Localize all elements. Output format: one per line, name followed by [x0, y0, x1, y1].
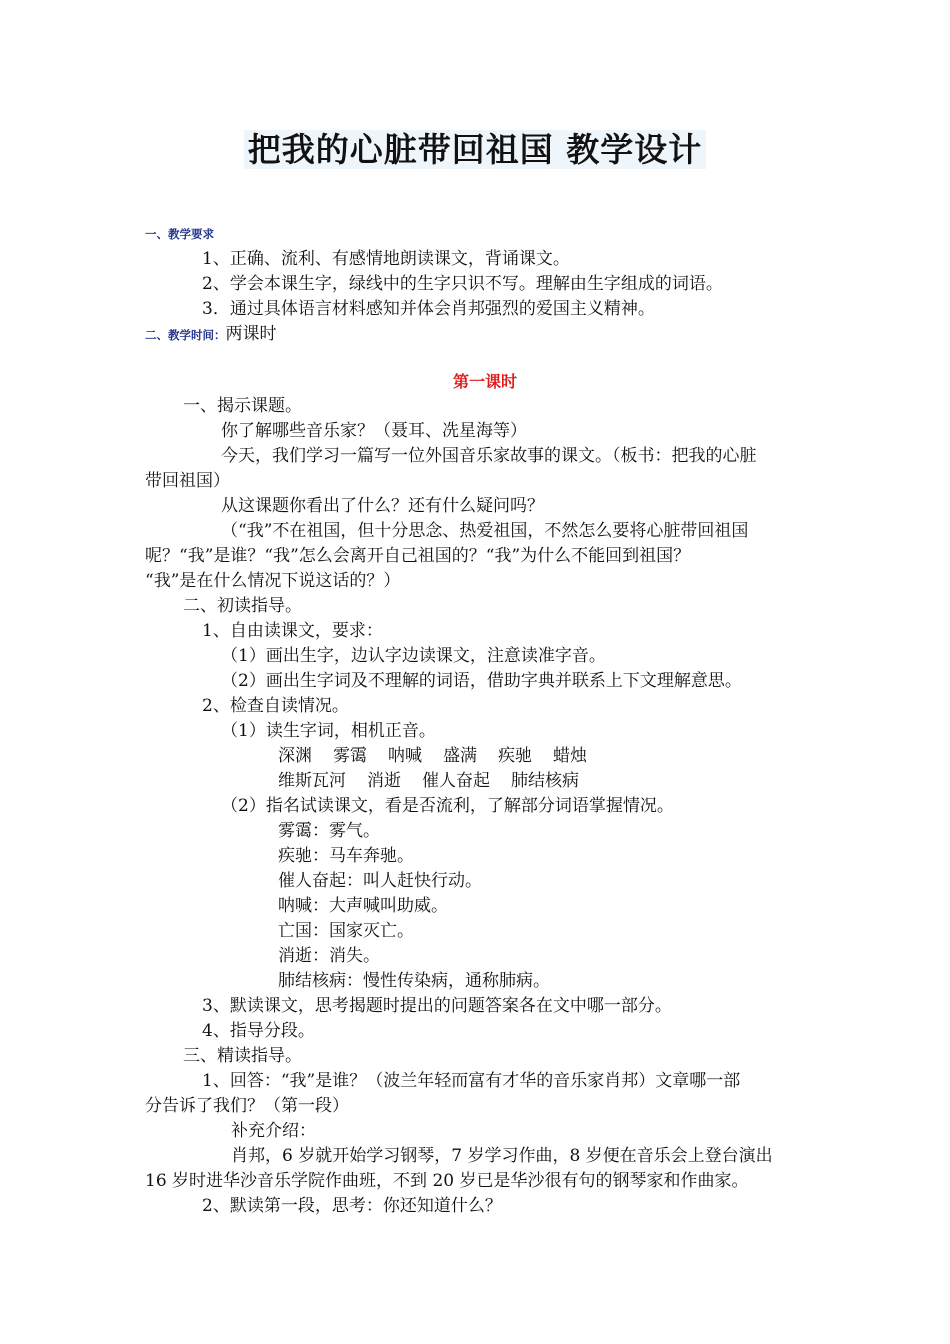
word-definition: 呐喊：大声喊叫助威。	[278, 896, 448, 916]
word-definition: 消逝：消失。	[278, 946, 380, 966]
requirements-heading: 一、教学要求	[145, 227, 214, 241]
document-title: 把我的心脏带回祖国 教学设计	[0, 125, 950, 175]
part1-intro-line: 带回祖国）	[145, 471, 230, 491]
word-definition: 疾驰：马车奔驰。	[278, 846, 414, 866]
supplement-line: 16 岁时进华沙音乐学院作曲班，不到 20 岁已是华沙很有句的钢琴家和作曲家。	[145, 1171, 749, 1191]
part3-question-line: 2、默读第一段，思考：你还知道什么？	[202, 1196, 502, 1216]
time-heading: 二、教学时间：	[145, 328, 226, 342]
part2-step: 4、指导分段。	[202, 1021, 315, 1041]
vocab-word: 蜡烛	[553, 746, 587, 766]
vocab-word: 肺结核病	[511, 771, 579, 791]
part1-answer-line: “我”是在什么情况下说这话的？）	[145, 571, 401, 591]
supplement-label: 补充介绍：	[231, 1121, 316, 1141]
vocab-row	[145, 769, 825, 794]
vocab-word: 深渊	[278, 746, 312, 766]
part2-substep: （1）画出生字，边认字边读课文，注意读准字音。	[221, 646, 606, 666]
word-definition: 雾霭：雾气。	[278, 821, 380, 841]
part2-step: 3、默读课文，思考揭题时提出的问题答案各在文中哪一部分。	[202, 996, 672, 1016]
vocab-word: 雾霭	[333, 746, 367, 766]
part1-question: 从这课题你看出了什么？还有什么疑问吗？	[221, 496, 544, 516]
part3-question-line: 分告诉了我们？（第一段）	[145, 1096, 349, 1116]
part3-question-line: 1、回答：“我”是谁？（波兰年轻而富有才华的音乐家肖邦）文章哪一部	[202, 1071, 741, 1091]
part2-substep: （2）指名试读课文，看是否流利，了解部分词语掌握情况。	[221, 796, 674, 816]
time-value: 两课时	[225, 324, 277, 344]
vocab-word: 呐喊	[388, 746, 422, 766]
requirement-item: 1、正确、流利、有感情地朗读课文，背诵课文。	[202, 249, 570, 269]
part2-heading: 二、初读指导。	[183, 596, 302, 616]
requirement-item: 3．通过具体语言材料感知并体会肖邦强烈的爱国主义精神。	[202, 299, 655, 319]
document-body	[145, 222, 825, 1219]
part2-substep: （1）读生字词，相机正音。	[221, 721, 436, 741]
vocab-row	[145, 744, 825, 769]
part1-intro-line: 今天，我们学习一篇写一位外国音乐家故事的课文。（板书：把我的心脏	[221, 446, 757, 466]
part2-substep: （2）画出生字词及不理解的词语，借助字典并联系上下文理解意思。	[221, 671, 742, 691]
vocab-word: 催人奋起	[422, 771, 490, 791]
vocab-word: 消逝	[367, 771, 401, 791]
vocab-word: 盛满	[443, 746, 477, 766]
teaching-time	[145, 322, 825, 347]
word-definition: 亡国：国家灭亡。	[278, 921, 414, 941]
part2-step: 2、检查自读情况。	[202, 696, 349, 716]
part3-heading: 三、精读指导。	[183, 1046, 302, 1066]
part1-heading: 一、揭示课题。	[183, 396, 302, 416]
vocab-word: 疾驰	[498, 746, 532, 766]
vocab-word: 维斯瓦河	[278, 771, 346, 791]
part1-answer-line: 呢？“我”是谁？“我”怎么会离开自己祖国的？“我”为什么不能回到祖国？	[145, 546, 691, 566]
part1-question: 你了解哪些音乐家？（聂耳、冼星海等）	[221, 421, 527, 441]
supplement-line: 肖邦，6 岁就开始学习钢琴，7 岁学习作曲，8 岁便在音乐会上登台演出	[231, 1146, 773, 1166]
word-definition: 催人奋起：叫人赶快行动。	[278, 871, 482, 891]
requirement-item: 2、学会本课生字，绿线中的生字只识不写。理解由生字组成的词语。	[202, 274, 723, 294]
lesson-title: 第一课时	[452, 372, 517, 391]
word-definition: 肺结核病：慢性传染病，通称肺病。	[278, 971, 550, 991]
part1-answer-line: （“我”不在祖国，但十分思念、热爱祖国，不然怎么要将心脏带回祖国	[221, 521, 749, 541]
part2-step: 1、自由读课文，要求：	[202, 621, 383, 641]
